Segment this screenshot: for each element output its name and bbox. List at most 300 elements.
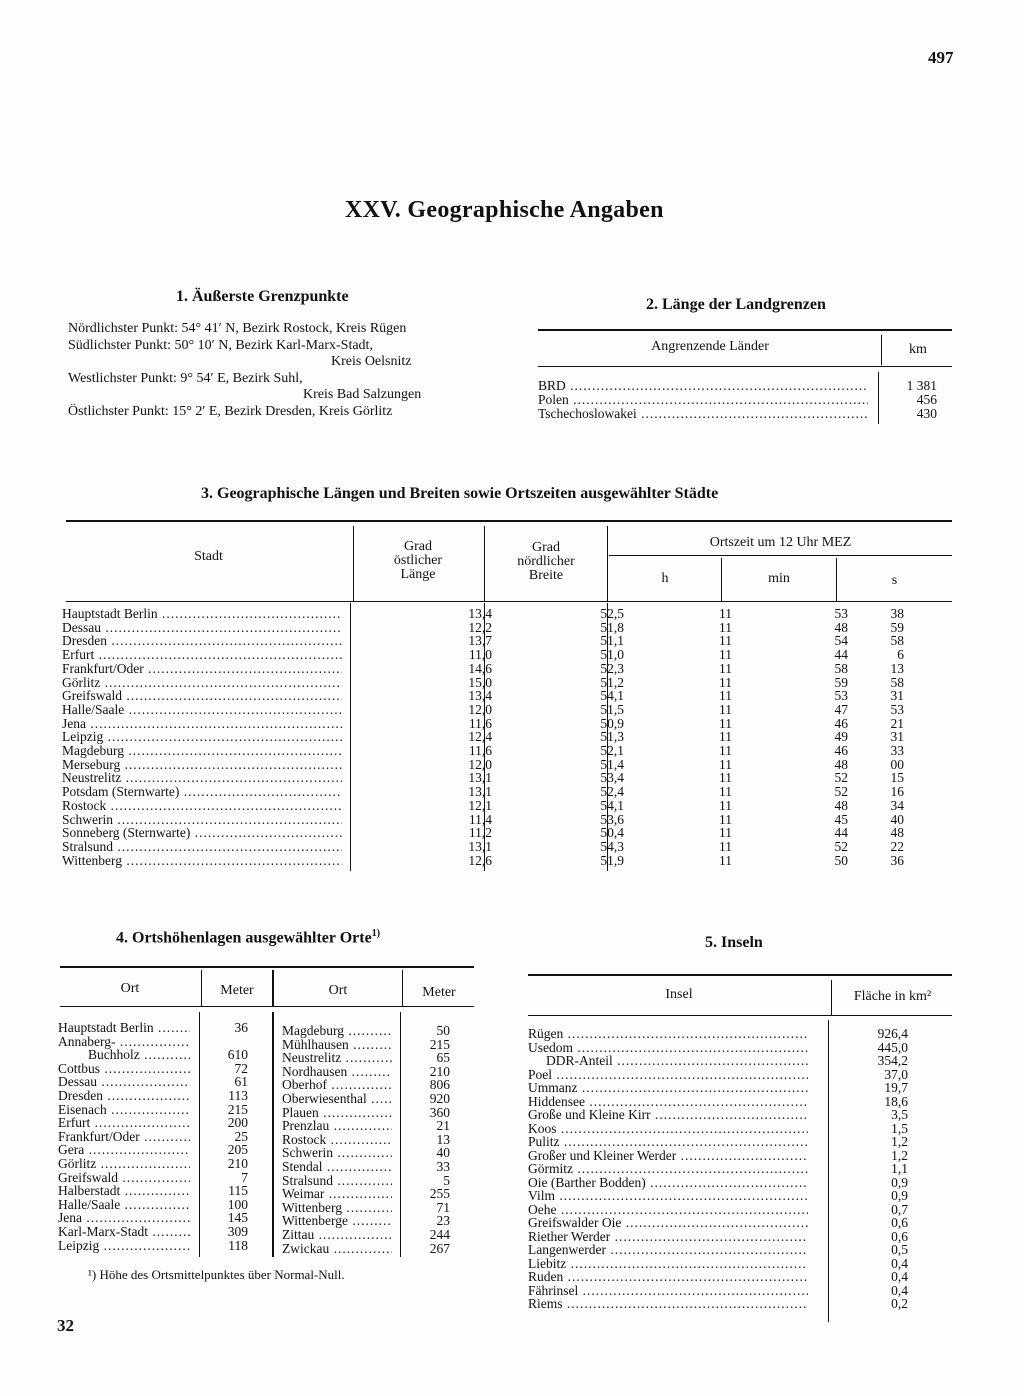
col-header-breite-1: Grad bbox=[532, 540, 560, 555]
table-row bbox=[528, 1243, 952, 1257]
local-hour: 11 bbox=[719, 825, 732, 841]
col-header-flaeche: Fläche in km² bbox=[853, 989, 932, 1004]
table-row bbox=[528, 1189, 952, 1203]
island-name: Usedom ..... bbox=[528, 1041, 808, 1055]
table-row bbox=[528, 1135, 952, 1149]
table-row bbox=[528, 1230, 952, 1244]
city-name: Magdeburg ..... bbox=[62, 744, 342, 758]
longitude: 13,4 bbox=[468, 688, 492, 704]
latitude: 51,3 bbox=[600, 729, 624, 745]
elevation: 7 bbox=[241, 1169, 248, 1185]
latitude: 54,1 bbox=[600, 797, 624, 813]
col-header-laenge-1: Grad bbox=[404, 539, 432, 554]
country-name: Tschechoslowakei ..... bbox=[538, 407, 868, 421]
longitude: 15,0 bbox=[468, 674, 492, 690]
place-name: Erfurt ..... bbox=[58, 1116, 190, 1130]
island-area: 0,6 bbox=[891, 1228, 908, 1244]
elevation: 13 bbox=[436, 1131, 450, 1147]
latitude: 51,8 bbox=[600, 619, 624, 635]
table-row bbox=[62, 703, 952, 717]
latitude: 51,9 bbox=[600, 852, 624, 868]
col-header-ortszeit: Ortszeit um 12 Uhr MEZ bbox=[709, 535, 852, 550]
page-title: XXV. Geographische Angaben bbox=[345, 197, 664, 223]
elevation: 65 bbox=[436, 1050, 450, 1066]
table-row bbox=[282, 1024, 474, 1038]
elevation: 210 bbox=[227, 1156, 248, 1171]
local-hour: 11 bbox=[719, 619, 732, 635]
latitude: 52,5 bbox=[600, 606, 624, 621]
place-name: Wittenberge ..... bbox=[282, 1214, 392, 1228]
longitude: 11,2 bbox=[468, 825, 492, 841]
col-header-km: km bbox=[909, 342, 927, 357]
table-row bbox=[58, 1157, 274, 1171]
local-second: 21 bbox=[890, 715, 904, 731]
island-area: 19,7 bbox=[884, 1080, 908, 1095]
island-area: 926,4 bbox=[877, 1026, 908, 1041]
local-minute: 48 bbox=[834, 797, 848, 813]
city-name: Görlitz ..... bbox=[62, 676, 342, 690]
city-name: Potsdam (Sternwarte) ..... bbox=[62, 785, 342, 799]
place-name: Hauptstadt Berlin ..... bbox=[58, 1021, 190, 1035]
elevation: 71 bbox=[436, 1199, 450, 1215]
local-second: 40 bbox=[890, 811, 904, 827]
elevation: 200 bbox=[227, 1115, 248, 1131]
place-name: Stralsund ..... bbox=[282, 1174, 392, 1188]
city-name: Merseburg ..... bbox=[62, 758, 342, 772]
local-hour: 11 bbox=[719, 729, 732, 745]
rule bbox=[60, 966, 474, 968]
longitude: 13,1 bbox=[468, 770, 492, 786]
island-name: Ruden ..... bbox=[528, 1270, 808, 1284]
island-name: Riether Werder ..... bbox=[528, 1230, 808, 1244]
rule bbox=[528, 974, 952, 976]
local-minute: 46 bbox=[834, 715, 848, 731]
city-name: Rostock ..... bbox=[62, 799, 342, 813]
local-second: 13 bbox=[890, 660, 904, 676]
island-name: Greifswalder Oie ..... bbox=[528, 1216, 808, 1230]
elevation: 255 bbox=[429, 1186, 450, 1202]
island-area: 0,4 bbox=[891, 1255, 908, 1271]
local-second: 58 bbox=[890, 633, 904, 649]
city-name: Frankfurt/Oder ..... bbox=[62, 662, 342, 676]
local-second: 34 bbox=[890, 797, 904, 813]
table-row bbox=[528, 1108, 952, 1122]
island-area: 1,2 bbox=[891, 1134, 908, 1149]
place-name: Jena ..... bbox=[58, 1211, 190, 1225]
place-name: Leipzig ..... bbox=[58, 1239, 190, 1253]
place-name: Görlitz ..... bbox=[58, 1157, 190, 1171]
elevation: 5 bbox=[443, 1172, 450, 1188]
table-row bbox=[58, 1089, 274, 1103]
longitude: 13,4 bbox=[468, 606, 492, 621]
elevation: 113 bbox=[228, 1088, 248, 1103]
city-name: Erfurt ..... bbox=[62, 648, 342, 662]
rule bbox=[272, 970, 274, 1007]
city-name: Halle/Saale ..... bbox=[62, 703, 342, 717]
place-name: Nordhausen ..... bbox=[282, 1065, 392, 1079]
longitude: 13,7 bbox=[468, 633, 492, 649]
rule bbox=[66, 601, 952, 602]
local-second: 16 bbox=[890, 784, 904, 800]
island-name: Oie (Barther Bodden) ..... bbox=[528, 1176, 808, 1190]
table-row bbox=[62, 744, 952, 758]
elevation: 118 bbox=[228, 1237, 248, 1253]
local-hour: 11 bbox=[719, 784, 732, 800]
col-header-stadt: Stadt bbox=[194, 549, 223, 564]
longitude: 13,1 bbox=[468, 784, 492, 800]
island-name: Langenwerder ..... bbox=[528, 1243, 808, 1257]
latitude: 52,3 bbox=[600, 660, 624, 676]
local-hour: 11 bbox=[719, 674, 732, 690]
table-row bbox=[62, 689, 952, 703]
place-name: Dessau ..... bbox=[58, 1075, 190, 1089]
island-area: 0,6 bbox=[891, 1215, 908, 1230]
section3-heading: 3. Geographische Längen und Breiten sowie Ortszeiten ausgewählter Städte bbox=[201, 485, 719, 502]
local-minute: 47 bbox=[834, 701, 848, 717]
sec1-line: Südlichster Punkt: 50° 10′ N, Bezirk Karl-Marx-Stadt, bbox=[68, 338, 373, 353]
latitude: 51,0 bbox=[600, 647, 624, 663]
island-name: Görmitz ..... bbox=[528, 1162, 808, 1176]
local-second: 58 bbox=[890, 674, 904, 690]
island-area: 0,5 bbox=[891, 1242, 908, 1257]
elevation: 210 bbox=[429, 1063, 450, 1079]
island-area: 0,9 bbox=[891, 1174, 908, 1190]
elevation: 61 bbox=[234, 1074, 248, 1090]
place-name: Annaberg- ..... bbox=[58, 1035, 190, 1049]
section4-heading-text: 4. Ortshöhenlagen ausgewählter Orte bbox=[116, 929, 372, 947]
island-area: 445,0 bbox=[877, 1039, 908, 1055]
local-minute: 53 bbox=[834, 688, 848, 704]
longitude: 11,6 bbox=[468, 743, 492, 758]
local-hour: 11 bbox=[719, 606, 732, 621]
rule bbox=[538, 329, 952, 331]
local-minute: 52 bbox=[834, 770, 848, 786]
rule bbox=[66, 520, 952, 522]
elevation: 115 bbox=[228, 1183, 248, 1199]
local-hour: 11 bbox=[719, 715, 732, 731]
place-name: Stendal ..... bbox=[282, 1160, 392, 1174]
elevation: 145 bbox=[227, 1210, 248, 1226]
local-minute: 44 bbox=[834, 647, 848, 663]
place-name: Dresden ..... bbox=[58, 1089, 190, 1103]
island-name: DDR-Anteil ..... bbox=[546, 1054, 808, 1068]
rule bbox=[402, 970, 403, 1007]
local-hour: 11 bbox=[719, 756, 732, 772]
latitude: 53,6 bbox=[600, 811, 624, 827]
table-row bbox=[538, 407, 952, 421]
island-name: Ummanz ..... bbox=[528, 1081, 808, 1095]
table-row bbox=[62, 634, 952, 648]
col-header-breite-2: nördlicher bbox=[517, 554, 575, 569]
longitude: 12,6 bbox=[468, 852, 492, 868]
table-row bbox=[62, 826, 952, 840]
island-area: 0,7 bbox=[891, 1201, 908, 1217]
place-name: Weimar ..... bbox=[282, 1187, 392, 1201]
table-row bbox=[538, 393, 952, 407]
sec1-line: Westlichster Punkt: 9° 54′ E, Bezirk Suhl, bbox=[68, 371, 303, 386]
local-minute: 46 bbox=[834, 743, 848, 758]
local-minute: 52 bbox=[834, 784, 848, 800]
elevation: 72 bbox=[234, 1060, 248, 1076]
longitude: 11,0 bbox=[468, 647, 492, 663]
latitude: 54,1 bbox=[600, 688, 624, 704]
local-minute: 53 bbox=[834, 606, 848, 621]
local-minute: 58 bbox=[834, 660, 848, 676]
table-row bbox=[62, 758, 952, 772]
place-name: Schwerin ..... bbox=[282, 1146, 392, 1160]
table-row bbox=[282, 1092, 474, 1106]
place-name: Frankfurt/Oder ..... bbox=[58, 1130, 190, 1144]
border-length: 456 bbox=[916, 392, 937, 407]
table-row bbox=[528, 1270, 952, 1284]
table-row bbox=[528, 1297, 952, 1311]
local-minute: 50 bbox=[834, 852, 848, 868]
local-minute: 54 bbox=[834, 633, 848, 649]
country-name: Polen ..... bbox=[538, 393, 868, 407]
latitude: 51,5 bbox=[600, 701, 624, 717]
local-hour: 11 bbox=[719, 688, 732, 704]
city-name: Stralsund ..... bbox=[62, 840, 342, 854]
sec1-line: Kreis Oelsnitz bbox=[331, 354, 412, 369]
city-name: Schwerin ..... bbox=[62, 813, 342, 827]
longitude: 12,1 bbox=[468, 797, 492, 813]
island-area: 0,9 bbox=[891, 1188, 908, 1203]
elevation: 100 bbox=[227, 1196, 248, 1212]
city-name: Hauptstadt Berlin ..... bbox=[62, 607, 342, 621]
place-name: Oberwiesenthal ..... bbox=[282, 1092, 392, 1106]
island-name: Rügen ..... bbox=[528, 1027, 808, 1041]
local-second: 48 bbox=[890, 825, 904, 841]
table-row bbox=[528, 1257, 952, 1271]
latitude: 54,3 bbox=[600, 838, 624, 854]
place-name: Mühlhausen ..... bbox=[282, 1038, 392, 1052]
elevation: 244 bbox=[429, 1227, 450, 1242]
col-header-ort-right: Ort bbox=[328, 983, 348, 998]
latitude: 52,1 bbox=[600, 743, 624, 758]
elevation: 36 bbox=[234, 1020, 248, 1035]
place-name: Cottbus ..... bbox=[58, 1062, 190, 1076]
elevation: 360 bbox=[429, 1104, 450, 1120]
table-row bbox=[58, 1239, 274, 1253]
local-second: 31 bbox=[890, 688, 904, 704]
latitude: 51,1 bbox=[600, 633, 624, 649]
rule bbox=[538, 366, 952, 367]
col-header-insel: Insel bbox=[665, 987, 693, 1002]
col-header-meter-right: Meter bbox=[422, 985, 456, 1000]
elevation: 50 bbox=[436, 1023, 450, 1038]
island-area: 1,5 bbox=[891, 1120, 908, 1136]
rule bbox=[881, 335, 882, 365]
place-name: Plauen ..... bbox=[282, 1106, 392, 1120]
local-minute: 59 bbox=[834, 674, 848, 690]
table-row bbox=[528, 1216, 952, 1230]
longitude: 13,1 bbox=[468, 838, 492, 854]
rule bbox=[353, 526, 354, 602]
place-name: Gera ..... bbox=[58, 1143, 190, 1157]
sec1-line: Östlichster Punkt: 15° 2′ E, Bezirk Dresden, Kreis Görlitz bbox=[68, 404, 393, 419]
table-row bbox=[528, 1149, 952, 1163]
table-row bbox=[62, 840, 952, 854]
longitude: 11,6 bbox=[468, 715, 492, 731]
island-area: 0,4 bbox=[891, 1269, 908, 1284]
island-area: 0,2 bbox=[891, 1296, 908, 1311]
island-name: Großer und Kleiner Werder ..... bbox=[528, 1149, 808, 1163]
local-second: 36 bbox=[890, 852, 904, 868]
longitude: 12,0 bbox=[468, 756, 492, 772]
table-row bbox=[528, 1054, 952, 1068]
col-header-s: s bbox=[891, 573, 898, 588]
island-name: Poel ..... bbox=[528, 1068, 808, 1082]
local-hour: 11 bbox=[719, 701, 732, 717]
sec1-line: Nördlichster Punkt: 54° 41′ N, Bezirk Rostock, Kreis Rügen bbox=[68, 321, 407, 336]
island-name: Koos ..... bbox=[528, 1122, 808, 1136]
table-row bbox=[62, 771, 952, 785]
island-area: 0,4 bbox=[891, 1282, 908, 1298]
rule bbox=[831, 980, 832, 1016]
table-row bbox=[62, 607, 952, 621]
table-row bbox=[62, 621, 952, 635]
table-row bbox=[62, 799, 952, 813]
island-area: 3,5 bbox=[891, 1107, 908, 1122]
island-area: 1,1 bbox=[891, 1161, 908, 1176]
latitude: 51,2 bbox=[600, 674, 624, 690]
table-row bbox=[528, 1284, 952, 1298]
local-minute: 45 bbox=[834, 811, 848, 827]
rule bbox=[60, 1006, 474, 1007]
table-row bbox=[62, 717, 952, 731]
section4-heading bbox=[116, 928, 380, 947]
table-row bbox=[62, 854, 952, 868]
longitude: 14,6 bbox=[468, 660, 492, 676]
local-second: 59 bbox=[890, 619, 904, 635]
city-name: Sonneberg (Sternwarte) ..... bbox=[62, 826, 342, 840]
local-minute: 52 bbox=[834, 838, 848, 854]
table-row bbox=[528, 1095, 952, 1109]
table-row bbox=[528, 1162, 952, 1176]
rule bbox=[201, 970, 202, 1007]
table-row bbox=[58, 1225, 274, 1239]
table-row bbox=[528, 1176, 952, 1190]
col-header-min: min bbox=[768, 571, 790, 586]
col-header-breite-3: Breite bbox=[528, 568, 564, 583]
latitude: 51,4 bbox=[600, 756, 624, 772]
island-area: 354,2 bbox=[877, 1053, 908, 1068]
longitude: 12,0 bbox=[468, 701, 492, 717]
col-header-h: h bbox=[661, 571, 669, 586]
city-name: Jena ..... bbox=[62, 717, 342, 731]
latitude: 50,9 bbox=[600, 715, 624, 731]
city-name: Neustrelitz ..... bbox=[62, 771, 342, 785]
table-row bbox=[62, 785, 952, 799]
page-number-top: 497 bbox=[928, 48, 954, 67]
longitude: 11,4 bbox=[468, 811, 492, 827]
elevation: 205 bbox=[227, 1142, 248, 1158]
place-name: Neustrelitz ..... bbox=[282, 1051, 392, 1065]
col-header-meter-left: Meter bbox=[220, 983, 254, 998]
local-second: 22 bbox=[890, 838, 904, 854]
local-hour: 11 bbox=[719, 647, 732, 663]
local-second: 15 bbox=[890, 770, 904, 786]
footnote: ¹) Höhe des Ortsmittelpunktes über Normal-Null. bbox=[88, 1267, 345, 1282]
local-hour: 11 bbox=[719, 838, 732, 854]
place-name: Magdeburg ..... bbox=[282, 1024, 392, 1038]
local-second: 53 bbox=[890, 701, 904, 717]
island-name: Hiddensee ..... bbox=[528, 1095, 808, 1109]
local-minute: 48 bbox=[834, 619, 848, 635]
latitude: 53,4 bbox=[600, 770, 624, 786]
rule bbox=[607, 526, 608, 602]
local-second: 33 bbox=[890, 743, 904, 758]
col-header-laenge-3: Länge bbox=[400, 567, 436, 582]
table-row bbox=[528, 1122, 952, 1136]
local-minute: 44 bbox=[834, 825, 848, 841]
place-name: Rostock ..... bbox=[282, 1133, 392, 1147]
island-name: Oehe ..... bbox=[528, 1203, 808, 1217]
island-area: 37,0 bbox=[884, 1066, 908, 1082]
section1-heading: 1. Äußerste Grenzpunkte bbox=[176, 288, 349, 305]
city-name: Dessau ..... bbox=[62, 621, 342, 635]
rule bbox=[609, 555, 952, 556]
table-row bbox=[62, 662, 952, 676]
page-number-bottom: 32 bbox=[57, 1316, 74, 1335]
place-name: Halle/Saale ..... bbox=[58, 1198, 190, 1212]
place-name: Zwickau ..... bbox=[282, 1242, 392, 1256]
elevation: 215 bbox=[429, 1036, 450, 1052]
border-length: 430 bbox=[916, 406, 937, 421]
table-row bbox=[58, 1021, 274, 1035]
elevation: 267 bbox=[429, 1240, 450, 1256]
island-name: Fährinsel ..... bbox=[528, 1284, 808, 1298]
country-name: BRD ..... bbox=[538, 379, 868, 393]
island-name: Liebitz ..... bbox=[528, 1257, 808, 1271]
island-name: Große und Kleine Kirr ..... bbox=[528, 1108, 808, 1122]
local-hour: 11 bbox=[719, 811, 732, 827]
footnote-marker: 1) bbox=[371, 928, 381, 939]
local-hour: 11 bbox=[719, 770, 732, 786]
city-name: Dresden ..... bbox=[62, 634, 342, 648]
island-name: Pulitz ..... bbox=[528, 1135, 808, 1149]
col-header-ort-left: Ort bbox=[120, 981, 140, 996]
rule bbox=[484, 526, 485, 602]
local-hour: 11 bbox=[719, 743, 732, 758]
col-header-laenge-2: östlicher bbox=[393, 553, 443, 568]
section5-heading: 5. Inseln bbox=[705, 934, 763, 951]
local-hour: 11 bbox=[719, 852, 732, 868]
local-minute: 48 bbox=[834, 756, 848, 772]
island-name: Vilm ..... bbox=[528, 1189, 808, 1203]
table-row bbox=[62, 730, 952, 744]
local-second: 6 bbox=[897, 647, 904, 663]
rule bbox=[721, 558, 722, 602]
table-row bbox=[528, 1081, 952, 1095]
place-name: Wittenberg ..... bbox=[282, 1201, 392, 1215]
city-name: Leipzig ..... bbox=[62, 730, 342, 744]
place-name: Zittau ..... bbox=[282, 1228, 392, 1242]
island-name: Riems ..... bbox=[528, 1297, 808, 1311]
table-row bbox=[62, 813, 952, 827]
place-name: Karl-Marx-Stadt ..... bbox=[58, 1225, 190, 1239]
elevation: 920 bbox=[429, 1091, 450, 1106]
local-second: 38 bbox=[890, 606, 904, 621]
local-hour: 11 bbox=[719, 660, 732, 676]
elevation: 40 bbox=[436, 1145, 450, 1161]
latitude: 50,4 bbox=[600, 825, 624, 841]
island-area: 18,6 bbox=[884, 1093, 908, 1109]
place-name: Buchholz ..... bbox=[88, 1048, 190, 1062]
col-header-countries: Angrenzende Länder bbox=[651, 339, 769, 354]
elevation: 806 bbox=[429, 1077, 450, 1093]
section2-heading: 2. Länge der Landgrenzen bbox=[646, 296, 826, 313]
